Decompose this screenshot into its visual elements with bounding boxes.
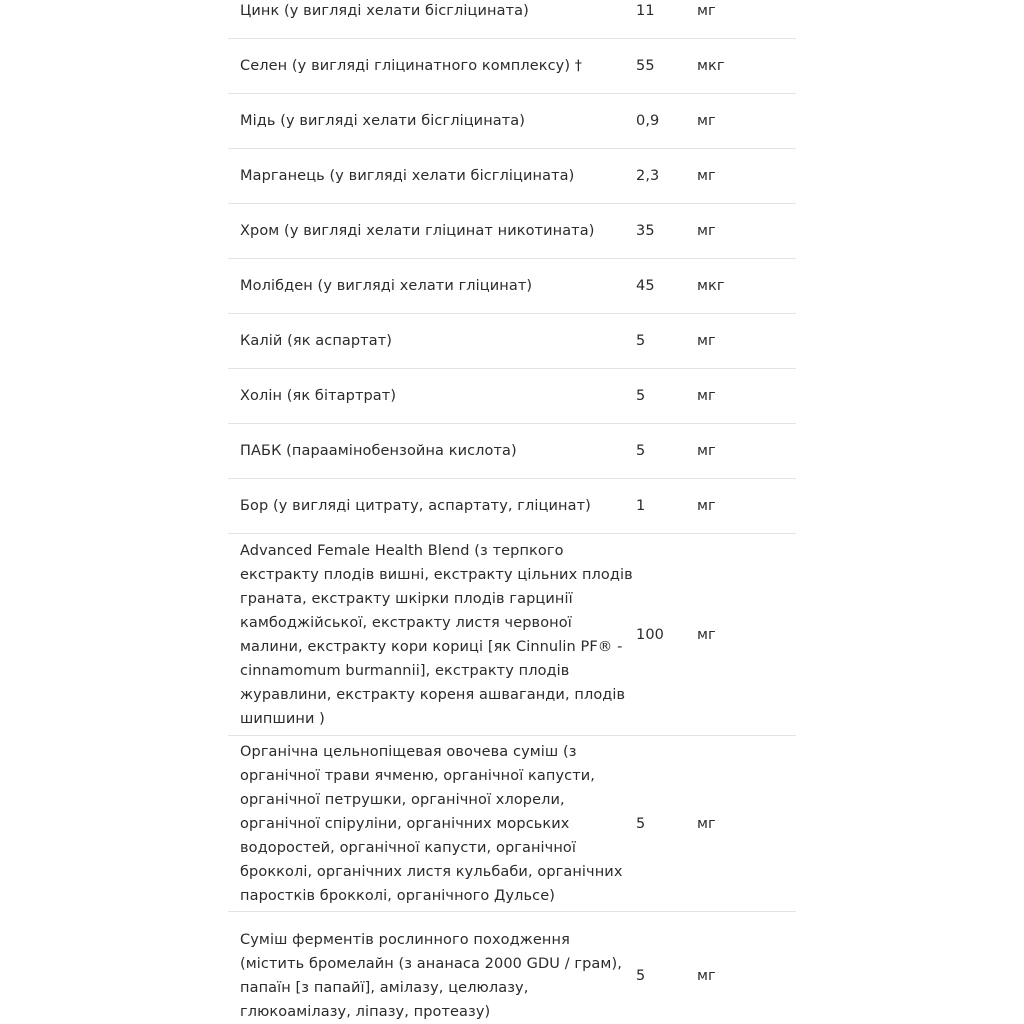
- table-row: [228, 94, 796, 149]
- ingredient-amount: 5: [636, 968, 646, 984]
- ingredient-name: Органічна цельнопіщевая овочева суміш (з органічної трави ячменю, органічної капусти, органічної петрушки, органічної хлорели, органічної спіруліни, органічних морських водоростей, органічної капусти, органічної брокколі, органічних листя кульбаби, органічних паростків брокколі, органічного Дульсе): [240, 743, 623, 904]
- table-row: [228, 39, 796, 94]
- ingredient-name: ПАБК (параамінобензойна кислота): [240, 443, 517, 459]
- ingredient-name: Бор (у вигляді цитрату, аспартату, гліцинат): [240, 498, 591, 514]
- ingredient-name: Калій (як аспартат): [240, 333, 393, 349]
- ingredient-unit: мг: [697, 223, 716, 239]
- ingredient-unit: мг: [697, 626, 716, 643]
- ingredient-amount: 11: [636, 3, 655, 19]
- ingredient-amount: 0,9: [636, 113, 660, 129]
- ingredient-unit: мг: [697, 3, 716, 19]
- ingredient-amount: 35: [636, 223, 655, 239]
- ingredient-unit: мг: [697, 113, 716, 129]
- ingredient-amount: 45: [636, 278, 655, 294]
- ingredient-unit: мг: [697, 168, 716, 184]
- table-row: [228, 204, 796, 259]
- ingredient-unit: мг: [697, 443, 716, 459]
- ingredient-unit: мкг: [697, 58, 725, 74]
- ingredient-amount: 5: [636, 388, 646, 404]
- ingredient-amount: 5: [636, 333, 646, 349]
- ingredient-unit: мг: [697, 498, 716, 514]
- table-row: [228, 736, 796, 912]
- table-row: [228, 259, 796, 314]
- ingredient-unit: мг: [697, 815, 716, 832]
- ingredient-name: Марганець (у вигляді хелати бісгліцината): [240, 168, 575, 184]
- table-row: [228, 912, 796, 1024]
- ingredient-name: Advanced Female Health Blend (з терпкого екстракту плодів вишні, екстракту цільних плодів граната, екстракту шкірки плодів гарцинії камбоджійської, екстракту листя червоної малини, екстракту кори кориці [як Cinnulin PF® - cinnamomum burmannii], екстракту плодів журавлини, екстракту кореня ашваганди, плодів шипшини ): [240, 542, 633, 727]
- ingredient-amount: 5: [636, 443, 646, 459]
- ingredient-amount: 100: [636, 626, 664, 643]
- ingredient-name: Селен (у вигляді гліцинатного комплексу) †: [240, 58, 583, 74]
- nutrition-table: [228, 0, 796, 1024]
- ingredient-unit: мкг: [697, 278, 725, 294]
- table-row: [228, 0, 796, 39]
- table-row: [228, 149, 796, 204]
- ingredient-amount: 2,3: [636, 168, 660, 184]
- ingredient-name: Суміш ферментів рослинного походження (містить бромелайн (з ананаса 2000 GDU / грам), папаїн [з папайї], амілазу, целюлазу, глюкоамілазу, ліпазу, протеазу): [240, 932, 622, 1020]
- table-row: [228, 369, 796, 424]
- ingredient-unit: мг: [697, 388, 716, 404]
- ingredient-name: Молібден (у вигляді хелати гліцинат): [240, 278, 533, 294]
- ingredient-amount: 5: [636, 815, 646, 832]
- table-row: [228, 479, 796, 534]
- ingredient-amount: 55: [636, 58, 655, 74]
- table-row: [228, 424, 796, 479]
- ingredient-name: Хром (у вигляді хелати гліцинат никотината): [240, 223, 595, 239]
- ingredient-name: Холін (як бітартрат): [240, 388, 397, 404]
- ingredient-unit: мг: [697, 968, 716, 984]
- table-row: [228, 534, 796, 736]
- table-row: [228, 314, 796, 369]
- ingredient-name: Мідь (у вигляді хелати бісгліцината): [240, 113, 526, 129]
- ingredient-amount: 1: [636, 498, 646, 514]
- ingredient-name: Цинк (у вигляді хелати бісгліцината): [240, 3, 529, 19]
- ingredient-unit: мг: [697, 333, 716, 349]
